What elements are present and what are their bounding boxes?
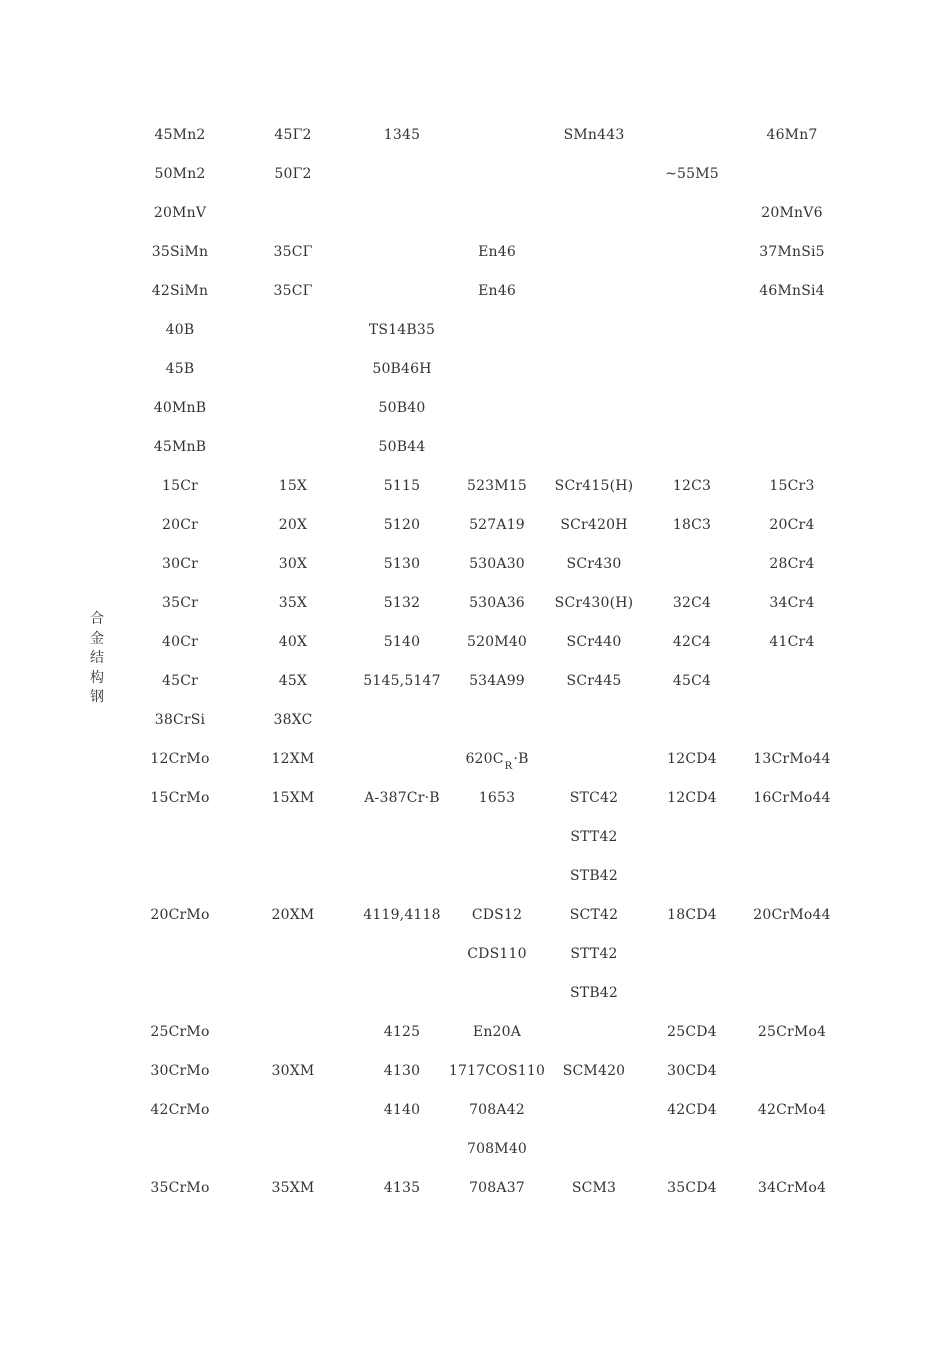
category-char: 钢 [90,689,104,705]
table-cell: SCr445 [566,673,622,689]
table-cell: 40Cr [161,634,199,650]
table-cell: 40X [278,634,308,650]
table-row [0,818,950,857]
table-cell: CDS110 [467,946,527,962]
table-cell: 30CrMo [150,1063,210,1079]
table-cell: 5140 [383,634,421,650]
table-cell: 30X [278,556,308,572]
category-char: 构 [90,669,104,686]
table-cell: 20CrMo44 [753,907,831,923]
table-cell: SCT42 [569,907,619,923]
table-row [0,311,950,350]
table-cell: 34Cr4 [769,595,815,611]
table-cell: 5145,5147 [363,673,441,689]
table-cell: 4125 [383,1024,421,1040]
table-cell: 1717COS110 [448,1063,546,1079]
table-row [0,389,950,428]
table-cell: 25CrMo4 [757,1024,827,1040]
table-cell: 12CrMo [150,751,210,767]
steel-grade-table [0,116,950,1208]
table-cell: 30XM [271,1063,315,1079]
table-cell: 530A36 [469,595,525,611]
table-cell: 16CrMo44 [753,790,831,806]
table-cell: 40B [165,322,195,338]
table-cell: 534A99 [469,673,525,689]
category-char: 结 [90,650,104,666]
table-cell: En20A [472,1024,522,1040]
table-cell: 50Γ2 [274,166,312,182]
table-cell: 25CrMo [150,1024,210,1040]
table-cell: 708A42 [469,1102,525,1118]
table-cell: 42CrMo [150,1102,210,1118]
table-cell: 20X [278,517,308,533]
table-cell: 38CrSi [154,712,206,728]
table-cell: 530A30 [469,556,525,572]
table-cell: SCM3 [571,1180,617,1196]
table-cell: 45X [278,673,308,689]
table-cell: 45Γ2 [274,127,312,143]
table-cell: 20XM [271,907,315,923]
table-cell: 42CD4 [667,1102,717,1118]
table-cell: 20MnV [153,205,207,221]
table-row [0,233,950,272]
table-cell: 5130 [383,556,421,572]
table-cell: 708M40 [466,1141,528,1157]
table-row [0,467,950,506]
table-row [0,974,950,1013]
table-cell: 35Cr [161,595,199,611]
table-cell: 35SiMn [151,244,209,260]
table-cell: ~55M5 [665,166,719,182]
table-cell: 520M40 [466,634,528,650]
table-row [0,623,950,662]
table-cell: 45Cr [161,673,199,689]
table-cell: SCM420 [562,1063,626,1079]
table-row [0,545,950,584]
table-cell: SCr420H [560,517,628,533]
table-row [0,701,950,740]
table-cell: STB42 [569,985,619,1001]
table-cell: 5115 [383,478,421,494]
table-cell: 4140 [383,1102,421,1118]
table-row [0,1091,950,1130]
table-cell: 37MnSi5 [759,244,825,260]
table-row [0,662,950,701]
table-cell: En46 [478,283,516,299]
table-cell: STB42 [569,868,619,884]
table-cell: 46MnSi4 [759,283,825,299]
table-row [0,194,950,233]
table-cell: SMn443 [563,127,625,143]
table-cell: 42CrMo4 [757,1102,827,1118]
table-cell: 4130 [383,1063,421,1079]
table-cell: STT42 [570,829,618,845]
table-cell: STC42 [569,790,619,806]
table-cell: 35CΓ [273,283,313,299]
table-cell: 50B44 [378,439,426,455]
table-cell: 5120 [383,517,421,533]
table-cell: 28Cr4 [769,556,815,572]
table-cell: 20CrMo [150,907,210,923]
table-cell: A-387Cr·B [364,790,440,806]
table-cell: 15CrMo [150,790,210,806]
category-char: 金 [90,630,104,647]
table-row [0,857,950,896]
table-cell: 15Cr [161,478,199,494]
table-cell: 12CD4 [667,790,717,806]
table-cell: 25CD4 [667,1024,717,1040]
table-cell: 20Cr [161,517,199,533]
table-row [0,272,950,311]
table-row [0,350,950,389]
category-char: 合 [90,611,104,627]
table-cell: En46 [478,244,516,260]
table-cell: SCr440 [566,634,622,650]
table-cell: 45C4 [672,673,712,689]
table-cell: 45MnB [153,439,207,455]
table-cell: 20MnV6 [761,205,823,221]
table-cell: 12CD4 [667,751,717,767]
table-cell: 40MnB [153,400,207,416]
table-cell: 42C4 [672,634,712,650]
table-cell: 32C4 [672,595,712,611]
table-cell: 1653 [478,790,516,806]
table-cell: 5132 [383,595,421,611]
table-cell: CDS12 [471,907,523,923]
table-cell: 18C3 [672,517,712,533]
table-cell: 30CD4 [667,1063,717,1079]
table-cell: 46Mn7 [766,127,818,143]
table-row [0,935,950,974]
table-cell: 42SiMn [151,283,209,299]
table-cell: SCr430 [566,556,622,572]
table-cell: 4135 [383,1180,421,1196]
table-row [0,428,950,467]
table-cell: 45Mn2 [154,127,206,143]
table-cell: 50B40 [378,400,426,416]
table-cell: SCr415(H) [554,478,634,494]
table-row [0,506,950,545]
table-cell: $620C_R\cdot B$ [465,751,529,772]
table-cell: 15XM [271,790,315,806]
table-cell: 13CrMo44 [753,751,831,767]
table-row [0,740,950,779]
table-cell: 50Mn2 [154,166,206,182]
table-row [0,779,950,818]
table-cell: 15Cr3 [769,478,815,494]
table-cell: 35CrMo [150,1180,210,1196]
table-row [0,1013,950,1052]
table-cell: 20Cr4 [769,517,815,533]
table-cell: 30Cr [161,556,199,572]
table-cell: 708A37 [469,1180,525,1196]
table-cell: 35X [278,595,308,611]
table-cell: TS14B35 [368,322,436,338]
table-row [0,896,950,935]
table-row [0,1052,950,1091]
table-cell: 12XM [271,751,315,767]
table-cell: 527A19 [469,517,525,533]
table-cell: 35XM [271,1180,315,1196]
table-cell: 45B [165,361,195,377]
table-cell: 35CD4 [667,1180,717,1196]
table-row [0,584,950,623]
table-cell: 35CΓ [273,244,313,260]
table-cell: SCr430(H) [554,595,634,611]
table-row [0,116,950,155]
table-cell: 4119,4118 [363,907,441,923]
table-row [0,1130,950,1169]
table-cell: 1345 [383,127,421,143]
table-cell: 523M15 [466,478,528,494]
table-cell: 15X [278,478,308,494]
table-cell: 34CrMo4 [757,1180,827,1196]
table-row [0,155,950,194]
table-cell: 12C3 [672,478,712,494]
table-cell: 38XC [273,712,313,728]
table-cell: 41Cr4 [769,634,815,650]
table-cell: 50B46H [372,361,432,377]
table-cell: 18CD4 [667,907,717,923]
table-row [0,1169,950,1208]
table-cell: STT42 [570,946,618,962]
